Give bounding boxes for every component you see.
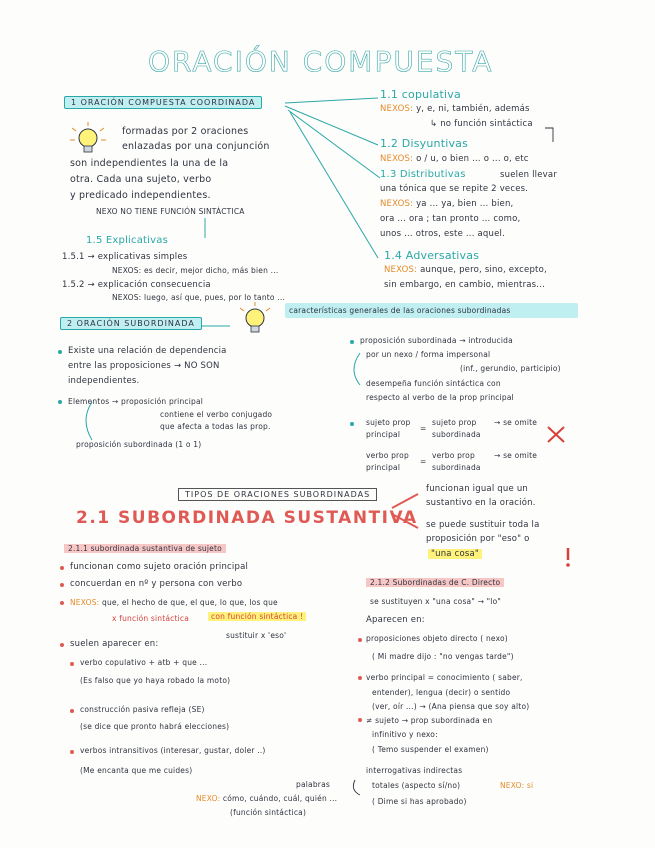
- s211-l6: suelen aparecer en:: [70, 639, 159, 649]
- eq2-a: verbo prop: [366, 451, 409, 460]
- eq2-b: principal: [366, 463, 401, 472]
- s212-l13: ( Dime si has aprobado): [372, 797, 467, 806]
- s1-desc-0: formadas por 2 oraciones: [122, 126, 249, 137]
- s212-l1: se sustituyen x "una cosa" → "lo": [370, 597, 502, 606]
- s211-heading: 2.1.1 subordinada sustantiva de sujeto: [64, 544, 226, 553]
- s211-l14: cómo, cuándo, cuál, quién ...: [222, 794, 338, 803]
- explicativas-i2: 1.5.2 → explicación consecuencia: [62, 280, 211, 290]
- s212-l11: interrogativas indirectas: [366, 766, 463, 775]
- s212-l5: verbo principal = conocimiento ( saber,: [366, 673, 523, 682]
- s1-desc-1: enlazadas por una conjunción: [122, 141, 270, 152]
- s21-right2b: proposición por "eso" o: [426, 534, 530, 544]
- s211-l10: (se dice que pronto habrá elecciones): [80, 722, 230, 731]
- s212-l9: infinitivo y nexo:: [372, 730, 438, 739]
- s211-l4a: x función sintáctica: [112, 614, 190, 623]
- nexos-tag: NEXOS:: [380, 104, 414, 114]
- s2-left-2: independientes.: [68, 376, 140, 386]
- adversativas-label: 1.4 Adversativas: [384, 249, 480, 262]
- s211-l4b: con función sintáctica !: [208, 612, 306, 621]
- types-heading: TIPOS DE ORACIONES SUBORDINADAS: [178, 488, 377, 501]
- eq1-b: principal: [366, 430, 401, 439]
- s211-l3: que, el hecho de que, el que, lo que, los que: [102, 598, 278, 607]
- s21-right1: funcionan igual que un: [426, 484, 528, 494]
- adversativas-line1: aunque, pero, sino, excepto,: [420, 265, 547, 275]
- s1-desc-4: y predicado independientes.: [70, 190, 211, 201]
- s211-l15: (función sintáctica): [230, 808, 307, 817]
- eq1-a: sujeto prop: [366, 418, 411, 427]
- s2-right-3: desempeña función sintáctica con: [366, 379, 501, 388]
- s21-right1b: sustantivo en la oración.: [426, 498, 536, 508]
- copulativa-nexos: y, e, ni, también, además: [416, 104, 530, 114]
- s2-left-0: Existe una relación de dependencia: [68, 346, 227, 356]
- s21-right2: se puede sustituir toda la: [426, 520, 540, 530]
- s212-l8: ≠ sujeto → prop subordinada en: [366, 716, 493, 725]
- s212-l7: (ver, oír ...) → (Ana piensa que soy alto): [372, 702, 530, 711]
- disyuntivas-nexos: o / u, o bien ... o ... o, etc: [416, 154, 529, 164]
- distributivas-line5: unos ... otros, este ... aquel.: [380, 229, 506, 239]
- s211-l13: palabras: [296, 780, 330, 789]
- s212-l12-tag: NEXO: si: [500, 781, 534, 790]
- section1-heading: 1 ORACIÓN COMPUESTA COORDINADA: [64, 96, 262, 109]
- page-title: ORACIÓN COMPUESTA: [148, 45, 494, 78]
- s2-left-1: entre las proposiciones → NO SON: [68, 361, 220, 371]
- nexos-tag: NEXO:: [196, 794, 221, 803]
- copulativa-label: 1.1 copulativa: [380, 88, 461, 101]
- eq1-eq: =: [420, 424, 427, 433]
- explicativas-i1b: NEXOS: es decir, mejor dicho, más bien ...: [112, 266, 279, 275]
- eq2-d: subordinada: [432, 463, 481, 472]
- explicativas-i2b: NEXOS: luego, así que, pues, por lo tanto ...: [112, 293, 286, 302]
- nexos-tag: NEXOS:: [380, 199, 414, 209]
- eq2-e: → se omite: [494, 451, 538, 460]
- copulativa-note: ↳ no función sintáctica: [430, 119, 533, 129]
- explicativas-i1: 1.5.1 → explicativas simples: [62, 252, 188, 262]
- s212-l6: entender), lengua (decir) o sentido: [372, 688, 511, 697]
- disyuntivas-label: 1.2 Disyuntivas: [380, 137, 469, 150]
- nexos-tag: NEXOS:: [70, 598, 100, 607]
- s212-l4: ( Mi madre dijo : "no vengas tarde"): [372, 652, 514, 661]
- s2-elements: Elementos → proposición principal: [68, 397, 204, 406]
- s212-l10: ( Temo suspender el examen): [372, 745, 489, 754]
- s211-l7: verbo copulativo + atb + que ...: [80, 658, 208, 667]
- s212-l3: proposiciones objeto directo ( nexo): [366, 634, 508, 643]
- s212-l2: Aparecen en:: [366, 615, 425, 625]
- section21-heading: 2.1 SUBORDINADA SUSTANTIVA: [76, 508, 418, 528]
- distributivas-label: 1.3 Distributivas: [380, 169, 466, 180]
- s211-l1: funcionan como sujeto oración principal: [70, 562, 249, 572]
- nexos-tag: NEXOS:: [384, 265, 418, 275]
- s2-elements2: contiene el verbo conjugado: [160, 410, 273, 419]
- s211-l12: (Me encanta que me cuides): [80, 766, 193, 775]
- s211-l5: sustituir x 'eso': [226, 631, 287, 640]
- lightbulb-icon: [70, 122, 106, 152]
- s211-l9: construcción pasiva refleja (SE): [80, 705, 205, 714]
- eq1-c: sujeto prop: [432, 418, 477, 427]
- section2-heading: 2 ORACIÓN SUBORDINADA: [60, 317, 202, 330]
- s211-l11: verbos intransitivos (interesar, gustar, doler ..): [80, 746, 266, 755]
- eq1-e: → se omite: [494, 418, 538, 427]
- s212-heading: 2.1.2 Subordinadas de C. Directo: [366, 578, 504, 587]
- distributivas-line4: ora ... ora ; tan pronto ... como,: [380, 214, 521, 224]
- s211-l2: concuerdan en nº y persona con verbo: [70, 579, 243, 589]
- distributivas-line3: ya ... ya, bien ... bien,: [416, 199, 514, 209]
- nexos-tag: NEXOS:: [380, 154, 414, 164]
- lightbulb-icon: [240, 302, 270, 332]
- s1-desc-2: son independientes la una de la: [70, 158, 229, 169]
- s2-right-4: respecto al verbo de la prop principal: [366, 393, 514, 402]
- s1-desc-5: NEXO NO TIENE FUNCIÓN SINTÁCTICA: [96, 207, 245, 216]
- s2-elements3: que afecta a todas las prop.: [160, 422, 271, 431]
- s2-sub-prop: proposición subordinada (1 o 1): [76, 440, 202, 449]
- s2-right-2: (inf., gerundio, participio): [460, 364, 561, 373]
- s211-l8: (Es falso que yo haya robado la moto): [80, 676, 231, 685]
- eq2-eq: =: [420, 457, 427, 466]
- distributivas-line2: una tónica que se repite 2 veces.: [380, 184, 529, 194]
- explicativas-label: 1.5 Explicativas: [86, 235, 169, 246]
- eq1-d: subordinada: [432, 430, 481, 439]
- adversativas-line2: sin embargo, en cambio, mientras...: [384, 280, 546, 290]
- s212-l12: totales (aspecto sí/no): [372, 781, 461, 790]
- s1-desc-3: otra. Cada una sujeto, verbo: [70, 174, 212, 185]
- s21-right2c: "una cosa": [428, 549, 482, 559]
- distributivas-line1: suelen llevar: [500, 170, 558, 180]
- eq2-c: verbo prop: [432, 451, 475, 460]
- s2-right-0: proposición subordinada → introducida: [360, 336, 513, 345]
- characteristics-heading: características generales de las oraciones subordinadas: [285, 303, 578, 318]
- s2-right-1: por un nexo / forma impersonal: [366, 350, 491, 359]
